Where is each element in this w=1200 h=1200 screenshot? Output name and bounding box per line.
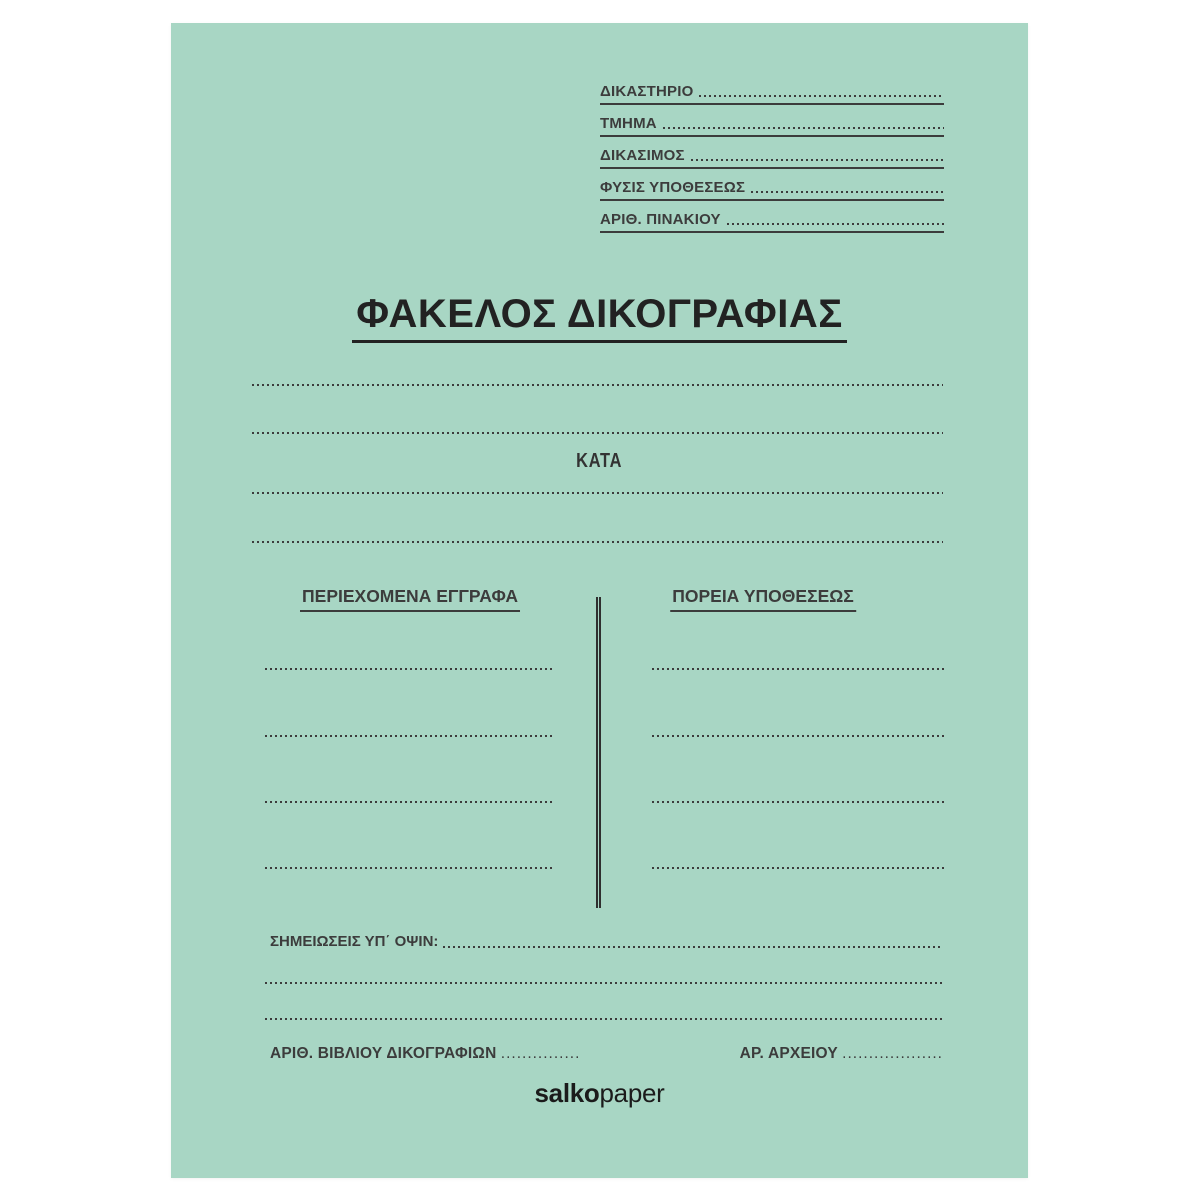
brand-logo [171,1079,1028,1108]
notes-writing-line [265,982,943,984]
hearing-date-field [600,137,944,169]
notes-dotted-leader [443,946,943,948]
party-writing-line [252,384,943,386]
hearing-date-field-label: ΔΙΚΑΣΙΜΟΣ [600,147,685,164]
hearing-date-field-dotted-leader [691,159,944,161]
progress-writing-line [652,668,945,670]
versus-label-row [171,450,1028,473]
casefile-book-number-field [270,1045,580,1063]
docket-number-field [600,201,944,233]
case-nature-field-label: ΦΥΣΙΣ ΥΠΟΘΕΣΕΩΣ [600,179,746,196]
docket-number-field-label: ΑΡΙΘ. ΠΙΝΑΚΙΟΥ [600,211,721,228]
progress-column-header: ΠΟΡΕΙΑ ΥΠΟΘΕΣΕΩΣ [670,588,856,612]
contents-writing-line [265,867,555,869]
brand-name-light: paper [599,1078,665,1108]
contents-writing-line [265,801,555,803]
docket-number-field-dotted-leader [727,223,944,225]
contents-column-header: ΠΕΡΙΕΧΟΜΕΝΑ ΕΓΓΡΑΦΑ [300,588,520,612]
case-nature-field-dotted-leader [751,191,944,193]
court-field-dotted-leader [699,95,944,97]
department-field-label: ΤΜΗΜΑ [600,115,657,132]
party-writing-line [252,541,943,543]
case-title: ΦΑΚΕΛΟΣ ΔΙΚΟΓΡΑΦΙΑΣ [352,294,847,343]
casefile-book-number-dots: ............... [500,1045,581,1062]
casefile-folder-cover [171,23,1028,1178]
progress-writing-line [652,867,945,869]
department-field [600,105,944,137]
party-writing-line [252,432,943,434]
notes-field [270,931,943,949]
court-field [600,73,944,105]
contents-writing-line [265,735,555,737]
case-nature-field [600,169,944,201]
party-writing-line [252,492,943,494]
archive-number-label: ΑΡ. ΑΡΧΕΙΟΥ [739,1045,838,1062]
footer-number-fields [270,1045,943,1063]
progress-writing-line [652,735,945,737]
court-field-label: ΔΙΚΑΣΤΗΡΙΟ [600,83,694,100]
brand-name-bold: salko [534,1078,600,1108]
contents-writing-line [265,668,555,670]
progress-writing-line [652,801,945,803]
title-container [171,294,1028,343]
department-field-dotted-leader [663,127,944,129]
column-divider-double-line [596,597,601,908]
casefile-book-number-label: ΑΡΙΘ. ΒΙΒΛΙΟΥ ΔΙΚΟΓΡΑΦΙΩΝ [270,1045,497,1062]
archive-number-field [740,1045,943,1063]
archive-number-dots: ................... [842,1045,943,1062]
notes-label: ΣΗΜΕΙΩΣΕΙΣ ΥΠ΄ ΟΨΙΝ: [270,933,439,950]
notes-writing-line [265,1018,943,1020]
versus-label: ΚΑΤΑ [576,450,623,472]
